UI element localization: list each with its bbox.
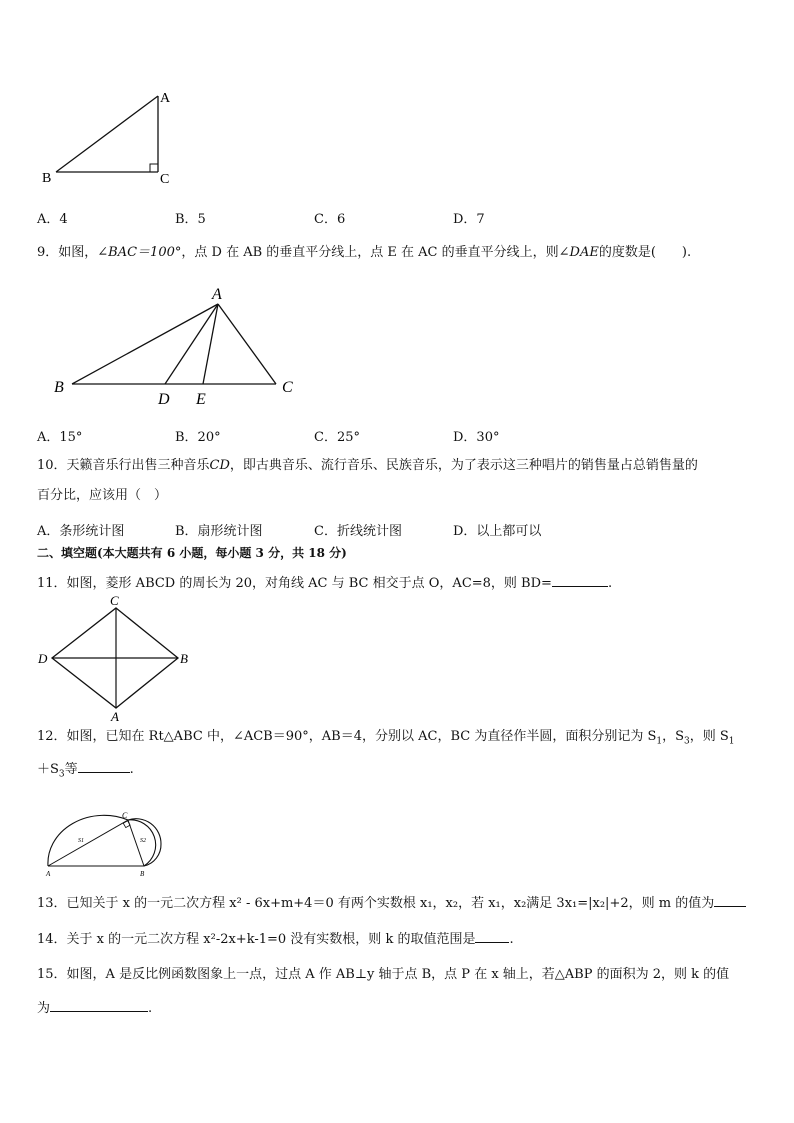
q15-answer-blank [50, 999, 148, 1012]
section-2-heading: 二、填空题(本大题共有 6 小题，每小题 3 分，共 18 分) [37, 546, 347, 560]
q11-label-d: D [38, 651, 48, 666]
q8-label-a: A [160, 91, 171, 106]
q12-mid: ，S [662, 729, 685, 744]
q11-label-a: A [111, 709, 119, 724]
q15-end: . [148, 1001, 153, 1016]
q9-angle-given: ∠BAC＝100° [97, 245, 182, 260]
q14-text: 14．关于 x 的一元二次方程 x²-2x+k-1=0 没有实数根，则 k 的取值范围是 [37, 932, 476, 947]
q10-option-b: B．扇形统计图 [175, 524, 263, 539]
q8-option-c: C．6 [314, 212, 346, 227]
q12-line2 [37, 760, 134, 784]
q12-label-a: A [46, 870, 51, 878]
q12-s1-sub: 1 [656, 736, 663, 747]
q10-line1-pre: 10．天籁音乐行出售三种音乐 [37, 458, 210, 473]
q12-line2-pre: ＋S [37, 762, 59, 777]
q8-option-d: D．7 [453, 212, 485, 227]
q10-line1-post: ，即古典音乐、流行音乐、民族音乐，为了表示这三种唱片的销售量占总销售量的 [229, 458, 698, 473]
q12-semicircles-figure [36, 796, 176, 880]
q9-option-d: D．30° [453, 430, 500, 445]
q10-option-a: A．条形统计图 [37, 524, 125, 539]
q12-end: . [129, 762, 134, 777]
q9-label-a: A [212, 286, 222, 303]
q12-after: ，则 S [689, 729, 729, 744]
q12-s3-sub: 3 [684, 736, 690, 747]
q11-stem [37, 574, 612, 593]
q8-label-b: B [42, 171, 52, 186]
q10-option-d: D．以上都可以 [453, 524, 542, 539]
q9-option-a: A．15° [37, 430, 83, 445]
q9-stem [37, 244, 691, 262]
q12-label-b: B [140, 870, 145, 878]
q9-angle-asked: ∠DAE [558, 245, 599, 260]
q9-label-b: B [54, 379, 64, 396]
q9-option-b: B．20° [175, 430, 221, 445]
q9-post: 的度数是( ). [598, 245, 692, 260]
q13-text: 13．已知关于 x 的一元二次方程 x² - 6x+m+4＝0 有两个实数根 x₁，x₂，若 x₁，x₂满足 3x₁=|x₂|+2，则 m 的值为 [37, 896, 715, 911]
q15-line2 [37, 999, 152, 1018]
q8-triangle-figure [36, 86, 186, 190]
q12-line2-post: 等 [64, 762, 78, 777]
q9-pre: 9．如图， [37, 245, 98, 260]
q9-mid: ，点 D 在 AB 的垂直平分线上，点 E 在 AC 的垂直平分线上，则 [181, 245, 559, 260]
q12-s1b-sub: 1 [728, 736, 735, 747]
q11-label-b: B [180, 651, 188, 666]
q12-answer-blank [78, 760, 130, 773]
q11-answer-blank [552, 574, 608, 587]
q9-label-c: C [282, 379, 293, 396]
q8-option-b: B．5 [175, 212, 206, 227]
q9-label-e: E [196, 391, 206, 408]
q14-end: . [509, 932, 514, 947]
q8-label-c: C [160, 172, 170, 187]
q10-line2: 百分比，应该用（ ） [37, 488, 168, 503]
q12-line1 [37, 728, 735, 751]
q8-option-a: A．4 [37, 212, 68, 227]
q12-label-s2: S2 [140, 838, 146, 844]
q12-label-c: C [122, 811, 128, 820]
q9-label-d: D [158, 391, 170, 408]
q14-answer-blank [475, 930, 509, 943]
q12-line1-text: 12．如图，已知在 Rt△ABC 中，∠ACB＝90°，AB＝4，分别以 AC，BC 为直径作半圆，面积分别记为 S [37, 729, 657, 744]
q14-stem [37, 930, 514, 949]
q10-option-c: C．折线统计图 [314, 524, 402, 539]
q12-s3b-sub: 3 [58, 769, 65, 780]
q11-rhombus-figure [34, 592, 194, 724]
q15-line1: 15．如图，A 是反比例函数图象上一点，过点 A 作 AB⊥y 轴于点 B，点 P 在 x 轴上，若△ABP 的面积为 2，则 k 的值 [37, 967, 730, 982]
q11-label-c: C [110, 593, 119, 608]
q12-label-s1: S1 [78, 838, 84, 844]
q9-option-c: C．25° [314, 430, 360, 445]
q10-cd: CD [209, 458, 230, 473]
q15-line2-text: 为 [37, 1001, 51, 1016]
q11-end: . [607, 576, 613, 591]
q13-stem [37, 894, 746, 913]
q9-triangle-figure [48, 282, 308, 412]
q10-line1 [37, 457, 698, 475]
q11-text: 11．如图，菱形 ABCD 的周长为 20，对角线 AC 与 BC 相交于点 O，AC=8，则 BD= [37, 576, 552, 591]
q13-answer-blank [714, 894, 746, 907]
